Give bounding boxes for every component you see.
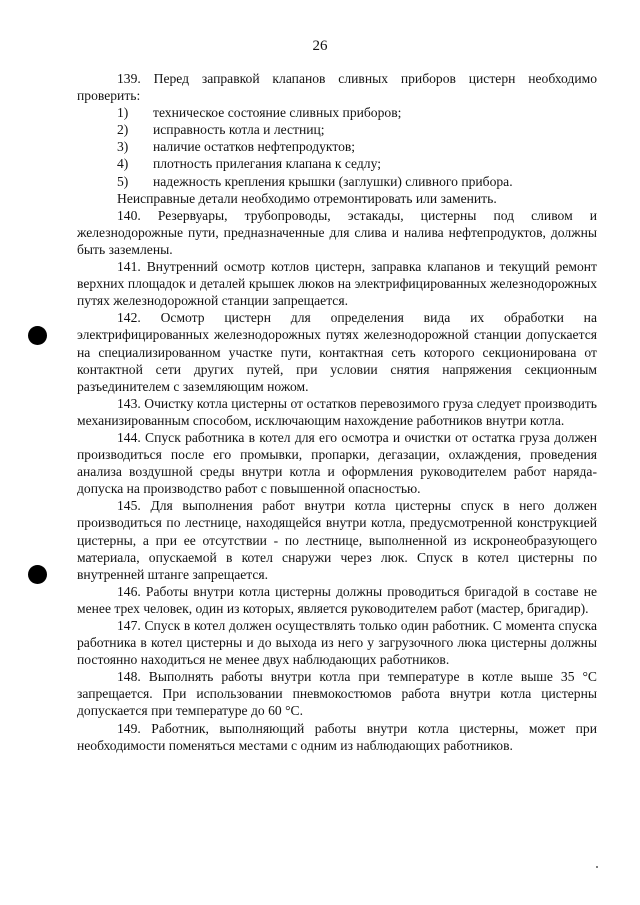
list-item-number: 4) — [117, 156, 129, 172]
list-item — [77, 173, 597, 190]
paragraph-144: 144. Спуск работника в котел для его осмотра и очистки от остатка груза должен производиться после его промывки, пропарки, дегазации, охлаждения, проведения анализа воздушной среды внутри котла и оформления руководителем работ наряда-допуска на производство работ с повышенной опасностью. — [77, 429, 597, 497]
list-item — [77, 155, 597, 172]
punch-hole-bottom — [28, 565, 47, 584]
paragraph-140: 140. Резервуары, трубопроводы, эстакады, цистерны под сливом и железнодорожные пути, предназначенные для слива и налива нефтепродуктов, должны быть заземлены. — [77, 207, 597, 257]
paragraph-139-note: Неисправные детали необходимо отремонтировать или заменить. — [117, 190, 497, 206]
list-item — [77, 121, 597, 138]
scan-speck — [596, 866, 598, 868]
page-number: 26 — [312, 38, 328, 54]
list-item-text: техническое состояние сливных приборов; — [153, 105, 402, 121]
paragraph-149: 149. Работник, выполняющий работы внутри котла цистерны, может при необходимости поменяться местами с одним из наблюдающих работников. — [77, 720, 597, 753]
list-item — [77, 138, 597, 155]
paragraph-142: 142. Осмотр цистерн для определения вида их обработки на электрифицированных железнодорожных путях железнодорожной станции допускается на специализированном участке пути, контактная сеть которого секционирована от контактной сети других путей, при условии снятия напряжения секционным разъединителем с заземляющим ножом. — [77, 310, 597, 394]
paragraph-148: 148. Выполнять работы внутри котла при температуре в котле выше 35 °С запрещается. При использовании пневмокостюмов работа внутри котла цистерны допускается при температуре до 60 °С. — [77, 669, 597, 719]
list-item-number: 1) — [117, 105, 129, 121]
paragraph-146: 146. Работы внутри котла цистерны должны проводиться бригадой в составе не менее трех человек, один из которых, является руководителем работ (мастер, бригадир). — [77, 583, 597, 616]
paragraph-145: 145. Для выполнения работ внутри котла цистерны спуск в него должен производиться по лестнице, находящейся внутри котла, предусмотренной конструкцией цистерны, а при ее отсутствии - по лестнице, выполненной из искронеобразующего материала, опускаемой в котел снаружи через люк. Спуск в котел цистерны по внутренней штанге запрещается. — [77, 498, 597, 582]
list-item-text: исправность котла и лестниц; — [153, 122, 325, 138]
paragraph-147: 147. Спуск в котел должен осуществлять только один работник. С момента спуска работника в котел цистерны и до выхода из него у загрузочного люка цистерны должны постоянно находиться не менее двух наблюдающих работников. — [77, 618, 597, 668]
list-item-text: надежность крепления крышки (заглушки) сливного прибора. — [153, 173, 513, 189]
checklist-139 — [77, 104, 597, 189]
list-item-number: 5) — [117, 173, 129, 189]
paragraph-139: 139. Перед заправкой клапанов сливных приборов цистерн необходимо проверить: — [77, 71, 597, 104]
list-item-text: плотность прилегания клапана к седлу; — [153, 156, 381, 172]
list-item-number: 2) — [117, 122, 129, 138]
list-item — [77, 104, 597, 121]
punch-hole-top — [28, 326, 47, 345]
list-item-number: 3) — [117, 139, 129, 155]
list-item-text: наличие остатков нефтепродуктов; — [153, 139, 356, 155]
document-body — [77, 70, 597, 754]
paragraph-141: 141. Внутренний осмотр котлов цистерн, заправка клапанов и текущий ремонт верхних площадок и деталей крышек люков на электрифицированных железнодорожных путях железнодорожной станции запрещается. — [77, 259, 597, 309]
paragraph-143: 143. Очистку котла цистерны от остатков перевозимого груза следует производить механизированным способом, исключающим нахождение работников внутри котла. — [77, 395, 597, 428]
